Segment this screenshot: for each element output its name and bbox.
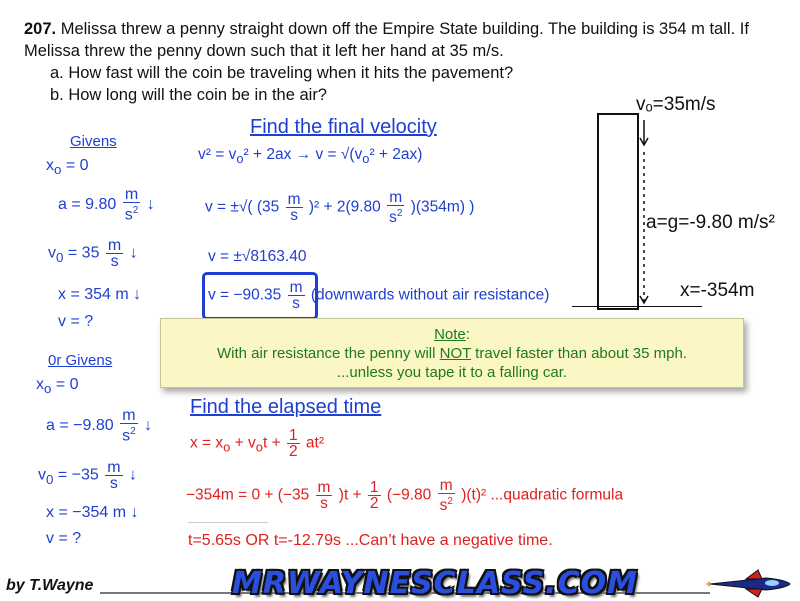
site-logo[interactable]: MRWAYNESCLASS.COM (232, 566, 638, 601)
or-given-a: a = −9.80 $\frac{m}{s^2}$ ↓ (46, 407, 153, 445)
velocity-eq2: v = ±√( (35 $\frac{m}{s}$ )² + 2(9.80 $\frac{m}{s^2}$ )(354m) ) (205, 189, 475, 227)
time-title: Find the elapsed time (190, 396, 382, 418)
given-v0: $v_0 = 35$ $\frac{m}{s}$ ↓ (48, 237, 138, 270)
velocity-answer: v = −90.35 $\frac{m}{s}$ (downwards without air resistance) (208, 279, 550, 312)
given-a: a = 9.80 $\frac{m}{s^2}$ ↓ (58, 186, 155, 224)
time-eq1: $x = x_o + v_ot$ + $\frac{1}{2}$ at² (190, 427, 324, 460)
note-box (160, 318, 744, 388)
velocity-eq1: $v^2 = v_o^2 + 2ax \to v = √(v_o^2 + 2ax)$ (198, 146, 423, 167)
problem-number: 207. (24, 20, 57, 38)
note-line2: ...unless you tape it to a falling car. (336, 364, 568, 381)
given-x0: $x_o = 0$ (46, 157, 89, 178)
problem-body: Melissa threw a penny straight down off the Empire State building. The building is 354 m tall. If Melissa threw the penny down such that it left her hand at 35 m/s. (24, 20, 749, 60)
velocity-title: Find the final velocity (250, 116, 437, 138)
building-rectangle (597, 113, 639, 310)
problem-statement (24, 18, 784, 106)
problem-text (24, 18, 784, 62)
motion-path (636, 112, 656, 307)
or-given-v0: $v_0 = -35$ $\frac{m}{s}$ ↓ (38, 459, 138, 492)
diagram-v0-label: vₒ=35m/s (636, 94, 716, 115)
diagram-a-label: a=g=-9.80 m/s² (646, 212, 775, 233)
time-answer: t=5.65s OR t=-12.79s ...Can’t have a negative time. (188, 532, 553, 549)
diagram-x-label: x=-354m (680, 280, 755, 301)
given-x: x = 354 m ↓ (58, 286, 142, 303)
or-givens-title: 0r Givens (48, 352, 113, 369)
question-a: a. How fast will the coin be traveling when it hits the pavement? (50, 64, 514, 82)
note-heading: Note: (434, 326, 470, 343)
question-b: b. How long will the coin be in the air? (50, 86, 327, 104)
or-given-x0: $x_o = 0$ (36, 376, 79, 397)
given-v: v = ? (58, 313, 94, 330)
time-eq2: −354m = 0 + (−35 $\frac{m}{s}$ )t + $\frac{1}{2}$ (−9.80 $\frac{m}{s^2}$ )(t)² ...quadratic formula (186, 477, 624, 515)
divider (188, 522, 268, 523)
author-credit: by T.Wayne (6, 577, 94, 594)
velocity-eq3: v = ±√8163.40 (208, 248, 307, 265)
givens-title: Givens (70, 133, 117, 150)
note-line1: With air resistance the penny will NOT travel faster than about 35 mph. (217, 345, 687, 362)
or-given-v: v = ? (46, 530, 82, 547)
or-given-x: x = −354 m ↓ (46, 504, 139, 521)
rocket-icon (706, 568, 792, 598)
